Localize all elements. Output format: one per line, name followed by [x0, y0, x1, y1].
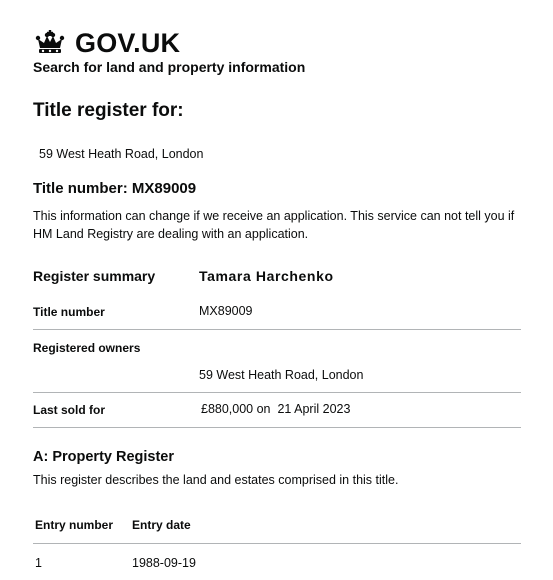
summary-value-last-sold: £880,000 on 21 April 2023	[201, 402, 351, 416]
entry-number-cell: 1	[35, 556, 42, 570]
summary-label-last-sold: Last sold for	[33, 403, 106, 417]
summary-value-registered-owners: 59 West Heath Road, London	[199, 368, 364, 382]
summary-divider	[33, 392, 521, 393]
service-name[interactable]: Search for land and property information	[33, 59, 306, 75]
brand-name: GOV.UK	[75, 28, 181, 58]
property-register-heading: A: Property Register	[33, 449, 175, 465]
summary-label-title-number: Title number	[33, 305, 105, 319]
property-register-description: This register describes the land and estates comprised in this title.	[33, 473, 399, 487]
summary-divider	[33, 427, 521, 428]
entry-date-cell: 1988-09-19	[132, 556, 196, 570]
page-title: Title register for:	[33, 100, 184, 121]
register-summary-heading: Register summary	[33, 268, 156, 284]
owner-name: Tamara Harchenko	[199, 268, 334, 284]
table-header-divider	[33, 543, 521, 544]
column-header-entry-date: Entry date	[132, 518, 191, 532]
govuk-logo[interactable]	[33, 28, 180, 59]
title-number-heading: Title number: MX89009	[33, 180, 197, 197]
column-header-entry-number: Entry number	[35, 518, 114, 532]
summary-label-registered-owners: Registered owners	[33, 341, 141, 355]
property-address: 59 West Heath Road, London	[39, 147, 204, 161]
change-notice: This information can change if we receive an application. This service can not tell you if HM Land Registry are dealing with an application.	[33, 209, 515, 241]
crown-icon	[33, 30, 67, 58]
summary-value-title-number: MX89009	[199, 304, 253, 318]
summary-divider	[33, 329, 521, 330]
